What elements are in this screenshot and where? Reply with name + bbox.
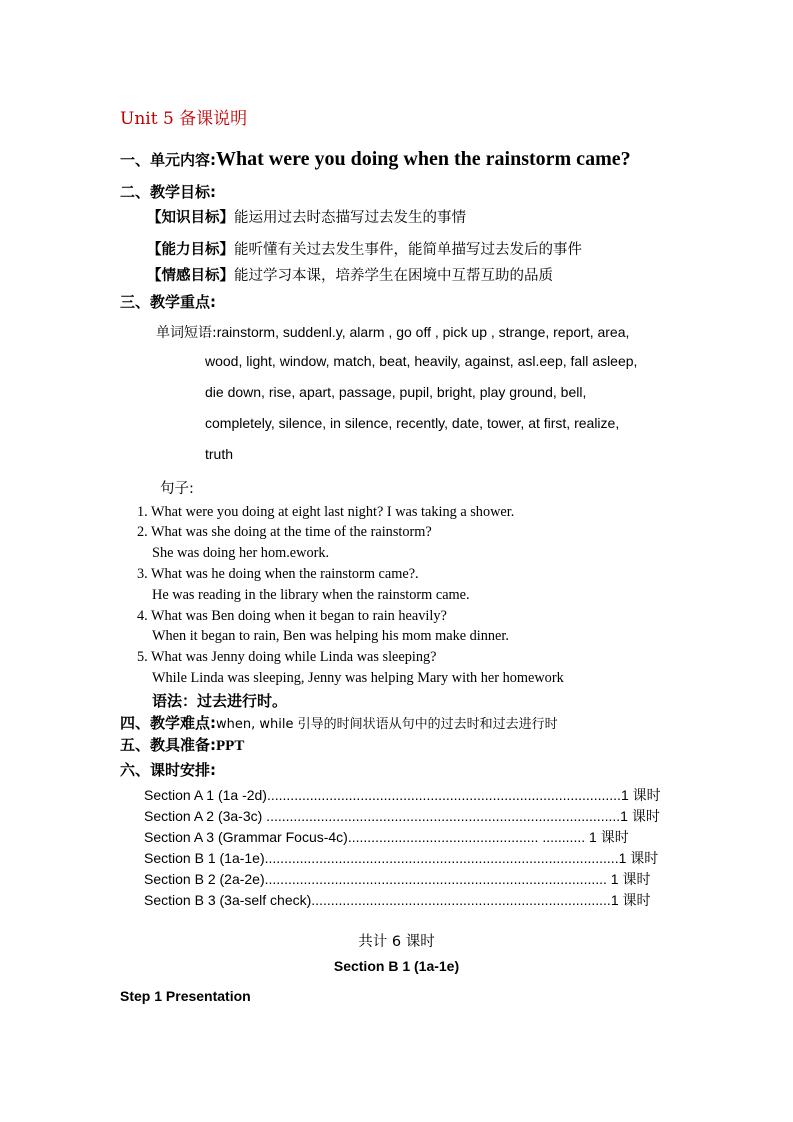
section-difficulty bbox=[120, 712, 558, 733]
sentence-answer: She was doing her hom.ework. bbox=[152, 545, 330, 561]
schedule-hours: 1 课时 bbox=[585, 829, 629, 845]
schedule-row bbox=[144, 890, 651, 910]
section-key-points: 三、教学重点: bbox=[120, 293, 216, 311]
schedule-name: Section A 3 (Grammar Focus-4c) bbox=[144, 829, 348, 845]
section-label: 五、教具准备: bbox=[120, 736, 216, 754]
lesson-title: Section B 1 (1a-1e) bbox=[333, 958, 460, 974]
schedule-leader: ........................................................................................... bbox=[262, 808, 621, 824]
schedule-leader: ........................................................................................... bbox=[264, 850, 619, 866]
sentence-answer: While Linda was sleeping, Jenny was helping Mary with her homework bbox=[152, 670, 564, 686]
goal-knowledge bbox=[147, 206, 466, 227]
schedule-hours: 1 课时 bbox=[620, 787, 661, 803]
schedule-row bbox=[144, 869, 651, 889]
schedule-leader: ........................................................................................ bbox=[264, 871, 607, 887]
schedule-hours: 1 课时 bbox=[620, 808, 660, 824]
schedule-leader: ............................................................................. bbox=[311, 892, 611, 908]
goal-tag: 【能力目标】 bbox=[147, 242, 234, 258]
section-label: 一、单元内容: bbox=[120, 151, 216, 169]
section-teaching-goals: 二、教学目标: bbox=[120, 183, 216, 201]
schedule-name: Section B 3 (3a-self check) bbox=[144, 892, 312, 908]
vocab-line: completely, silence, in silence, recently, date, tower, at first, realize, bbox=[205, 415, 620, 431]
sentence-item: 2. What was she doing at the time of the rainstorm? bbox=[137, 524, 432, 540]
sentence-answer: When it began to rain, Ben was helping his mom make dinner. bbox=[152, 628, 509, 644]
sentence-answer: He was reading in the library when the rainstorm came. bbox=[152, 587, 470, 603]
schedule-name: Section B 1 (1a-1e) bbox=[144, 850, 265, 866]
goal-text: 能过学习本课，培养学生在困境中互帮互助的品质 bbox=[234, 268, 553, 284]
schedule-leader: ................................................. ........... bbox=[347, 829, 586, 845]
goal-text: 能听懂有关过去发生事件，能简单描写过去发后的事件 bbox=[234, 242, 582, 258]
schedule-hours: 1 课时 bbox=[610, 892, 651, 908]
section-unit-content bbox=[120, 148, 631, 171]
sentence-item: 3. What was he doing when the rainstorm came?. bbox=[137, 566, 419, 582]
goal-emotion bbox=[147, 264, 553, 285]
total-hours: 共计 6 课时 bbox=[358, 934, 435, 950]
grammar-point: 语法：过去进行时。 bbox=[152, 692, 288, 710]
vocab-label: 单词短语: bbox=[156, 325, 217, 341]
schedule-leader: ........................................................................................... bbox=[266, 787, 621, 803]
difficulty-text: when, while 引导的时间状语从句中的过去时和过去进行时 bbox=[216, 717, 558, 732]
section-schedule: 六、课时安排: bbox=[120, 761, 216, 779]
schedule-name: Section A 1 (1a -2d) bbox=[144, 787, 267, 803]
vocab-line: wood, light, window, match, beat, heavily, against, asl.eep, fall asleep, bbox=[205, 353, 638, 369]
schedule-row bbox=[144, 827, 629, 847]
goal-text: 能运用过去时态描写过去发生的事情 bbox=[234, 210, 466, 226]
goal-ability bbox=[147, 238, 582, 259]
sentence-item: 4. What was Ben doing when it began to rain heavily? bbox=[137, 608, 447, 624]
schedule-row bbox=[144, 848, 658, 868]
schedule-name: Section B 2 (2a-2e) bbox=[144, 871, 265, 887]
teaching-aid: PPT bbox=[216, 738, 245, 754]
schedule-hours: 1 课时 bbox=[606, 871, 651, 887]
schedule-row bbox=[144, 785, 661, 805]
schedule-row bbox=[144, 806, 660, 826]
goal-tag: 【情感目标】 bbox=[147, 268, 234, 284]
section-label: 四、教学难点: bbox=[120, 714, 216, 732]
vocab-line: die down, rise, apart, passage, pupil, bright, play ground, bell, bbox=[205, 384, 587, 400]
step-heading: Step 1 Presentation bbox=[120, 988, 251, 1004]
sentence-item: 5. What was Jenny doing while Linda was sleeping? bbox=[137, 649, 437, 665]
schedule-hours: 1 课时 bbox=[618, 850, 659, 866]
schedule-name: Section A 2 (3a-3c) bbox=[144, 808, 263, 824]
sentence-item: 1. What were you doing at eight last night? I was taking a shower. bbox=[137, 504, 515, 520]
document-title: Unit 5 备课说明 bbox=[120, 109, 248, 129]
vocab-line: truth bbox=[205, 446, 234, 462]
sentences-label: 句子: bbox=[160, 481, 194, 497]
unit-topic: What were you doing when the rainstorm came? bbox=[216, 148, 631, 170]
goal-tag: 【知识目标】 bbox=[147, 210, 234, 226]
vocab-text: rainstorm, suddenl.y, alarm , go off , pick up , strange, report, area, bbox=[216, 324, 630, 340]
vocab-line bbox=[156, 322, 629, 342]
section-teaching-aids bbox=[120, 734, 244, 755]
